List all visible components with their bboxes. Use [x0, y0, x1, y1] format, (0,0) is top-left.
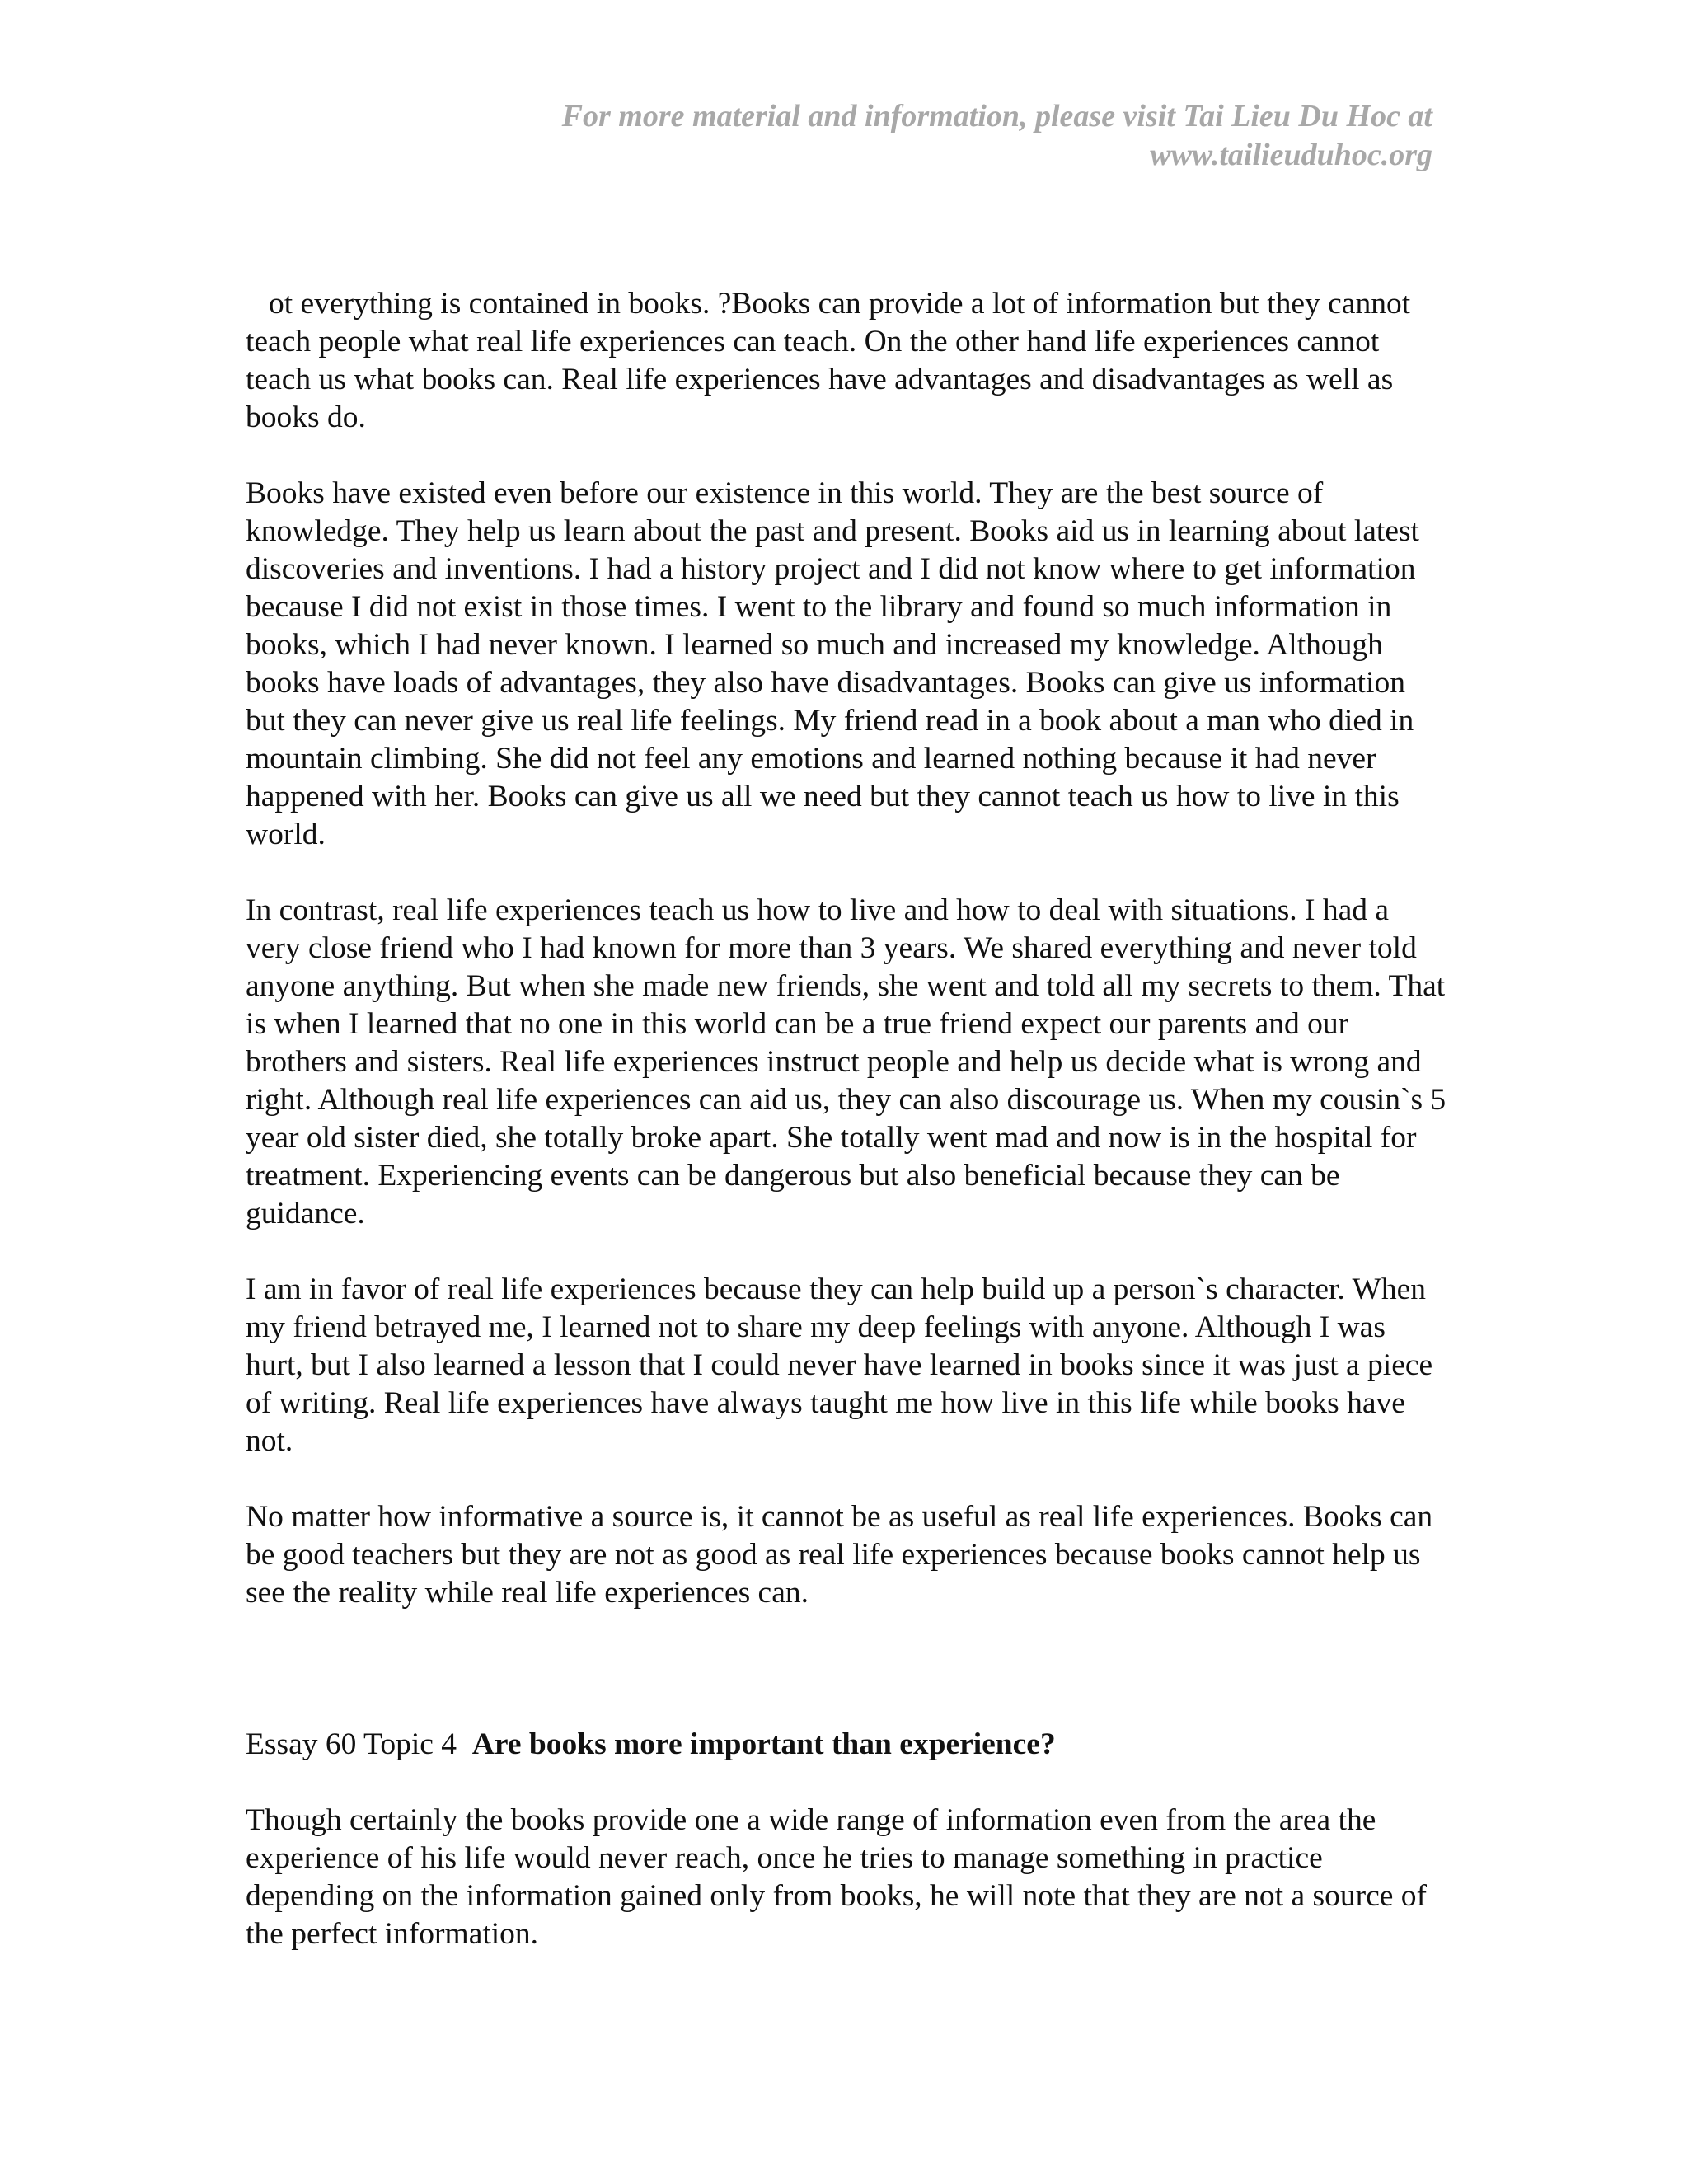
document-body — [246, 285, 1449, 1991]
essay-paragraph: Though certainly the books provide one a wide range of information even from the area the experience of his life would never reach, once he tries to manage something in practice depending on the information gained only from books, he will note that they are not a source of the perfect information. — [246, 1803, 1427, 1951]
paragraph-4: I am in favor of real life experiences because they can help build up a person`s character. When my friend betrayed me, I learned not to share my deep feelings with anyone. Although I was hurt, but I also learned a lesson that I could never have learned in books since it was just a piece of writing. Real life experiences have always taught me how live in this life while books have not. — [246, 1272, 1433, 1458]
paragraph-1: ot everything is contained in books. ?Books can provide a lot of information but they cannot teach people what real life experiences can teach. On the other hand life experiences cannot teach us what books can. Real life experiences have advantages and disadvantages as well as books do. — [246, 287, 1411, 434]
page-header — [443, 97, 1432, 175]
paragraph-2: Books have existed even before our existence in this world. They are the best source of knowledge. They help us learn about the past and present. Books aid us in learning about latest discoveries and inventions. I had a history project and I did not know where to get information because I did not exist in those times. I went to the library and found so much information in books, which I had never known. I learned so much and increased my knowledge. Although books have loads of advantages, they also have disadvantages. Books can give us information but they can never give us real life feelings. My friend read in a book about a man who died in mountain climbing. She did not feel any emotions and learned nothing because it had never happened with her. Books can give us all we need but they cannot teach us how to live in this world. — [246, 476, 1419, 851]
essay-heading — [246, 1726, 1449, 1764]
essay-label: Essay 60 Topic 4 — [246, 1727, 457, 1761]
essay-title: Are books more important than experience? — [471, 1727, 1056, 1761]
header-line-2: www.tailieuduhoc.org — [1150, 138, 1432, 172]
paragraph-3: In contrast, real life experiences teach us how to live and how to deal with situations. I had a very close friend who I had known for more than 3 years. We shared everything and never told anyone anything. But when she made new friends, she went and told all my secrets to them. That is when I learned that no one in this world can be a true friend expect our parents and our brothers and sisters. Real life experiences instruct people and help us decide what is wrong and right. Although real life experiences can aid us, they can also discourage us. When my cousin`s 5 year old sister died, she totally broke apart. She totally went mad and now is in the hospital for treatment. Experiencing events can be dangerous but also beneficial because they can be guidance. — [246, 893, 1447, 1230]
header-line-1: For more material and information, please visit Tai Lieu Du Hoc at — [561, 99, 1432, 134]
paragraph-5: No matter how informative a source is, it cannot be as useful as real life experiences. Books can be good teachers but they are not as good as real life experiences because books cannot help us see the reality while real life experiences can. — [246, 1500, 1433, 1610]
section-spacer — [246, 1650, 1449, 1726]
